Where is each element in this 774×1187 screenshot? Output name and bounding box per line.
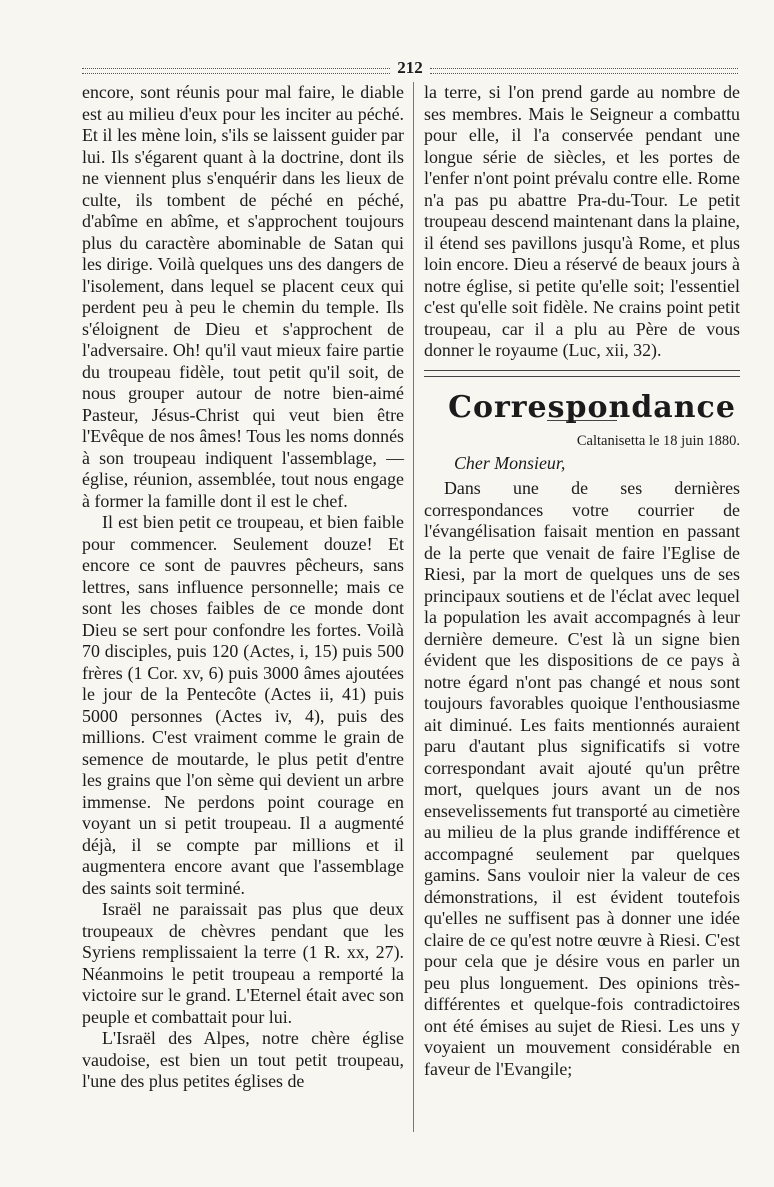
page-number: 212 [397, 58, 423, 77]
paragraph: L'Israël des Alpes, notre chère église vaudoise, est bien un tout petit troupeau, l'une des plus petites églises de [82, 1028, 404, 1091]
column-divider [413, 82, 414, 1132]
paragraph: encore, sont réunis pour mal faire, le diable est au milieu d'eux pour les inciter au péché. Et il les mène loin, s'ils se laissent guider par lui. Ils s'égarent quant à la doctrine, dont ils ne viennent plus s'enquérir dans les lieux de culte, ils tombent de péché en péché, d'abîme en abîme, et s'approchent toujours plus du caractère abominable de Satan qui les dirige. Voilà quelques uns des dangers de l'isolement, dans lequel se placent ceux qui perdent peu à peu le chemin du temple. Ils s'éloignent de Dieu et s'approchent de l'adversaire. Oh! qu'il vaut mieux faire partie du troupeau fidèle, tout petit qu'il soit, de nous grouper autour de notre bien-aimé Pasteur, Jésus-Christ qui veut bien être l'Evêque de nos âmes! Tous les noms donnés à son troupeau indiquent l'assemblage, — église, réunion, assemblée, tout nous engage à former la famille dont il est le chef. [82, 82, 404, 511]
letter-paragraph: Dans une de ses dernières correspondances votre courrier de l'évangélisation faisait mention en passant de la perte que venait de faire l'Eglise de Riesi, par la mort de quelques uns de ses principaux soutiens et de l'éclat avec lequel la population les avait accompagnés à leur dernière demeure. C'est là un signe bien évident que les dispositions de ce pays à notre égard n'ont pas changé et nous sont toujours favorables quoique l'enthousiasme ait diminué. Les faits mentionnés auraient paru d'autant plus significatifs si votre correspondant avait ajouté qu'un prêtre mort, quelques jours avant un de nos ensevelissements fut transporté au cimetière au milieu de la plus grande indifférence et accompagné seulement par quelques gamins. Sans vouloir nier la valeur de ces démonstrations, il est évident toutefois qu'elles ne suffisent pas à donner une idée claire de ce qu'est notre œuvre à Riesi. C'est pour cela que je désire vous en parler un peu plus longuement. Des opinions très-différentes et quelque-fois contradictoires ont été émises au sujet de Riesi. Les uns y voyaient un mouvement considérable en faveur de l'Evangile; [424, 478, 740, 1079]
section-separator [424, 370, 740, 377]
header-ornament-right [430, 68, 738, 74]
paragraph: la terre, si l'on prend garde au nombre de ses membres. Mais le Seigneur a combattu pour elle, il l'a conservée pendant une longue série de siècles, et les portes de l'enfer n'ont point prévalu contre elle. Rome n'a pas pu abattre Pra-du-Tour. Le petit troupeau descend maintenant dans la plaine, il étend ses pavillons jusqu'à Rome, et plus loin encore. Dieu a réservé de beaux jours à notre église, si petite qu'elle soit; l'essentiel c'est qu'elle soit fidèle. Ne crains point petit troupeau, car il a plu au Père de vous donner le royaume (Luc, xii, 32). [424, 82, 740, 360]
left-column [82, 82, 404, 1093]
letter-dateline: Caltanisetta le 18 juin 1880. [576, 433, 740, 449]
right-column [424, 82, 740, 1080]
paragraph: Israël ne paraissait pas plus que deux troupeaux de chèvres pendant que les Syriens remplissaient la terre (1 R. xx, 27). Néanmoins le petit troupeau a remporté la victoire sur le grand. L'Eternel était avec son peuple et combattait pour lui. [82, 899, 404, 1027]
section-heading: Correspondance [448, 389, 736, 425]
letter-salutation: Cher Monsieur, [454, 452, 566, 473]
page-header [82, 58, 738, 80]
paragraph: Il est bien petit ce troupeau, et bien faible pour commencer. Seulement douze! Et encore ce sont de pauvres pêcheurs, sans lettres, sans influence personnelle; mais ce sont les choses faibles de ce monde dont Dieu se sert pour confondre les fortes. Voilà 70 disciples, puis 120 (Actes, i, 15) puis 500 frères (1 Cor. xv, 6) puis 3000 âmes ajoutées le jour de la Pentecôte (Actes ii, 41) puis 5000 personnes (Actes iv, 4), puis des millions. C'est vraiment comme le grain de semence de moutarde, le plus petit d'entre les grains que l'on sème qui devient un arbre immense. Ne perdons point courage en voyant un si petit troupeau. Il a augmenté déjà, il se compte par millions et il augmentera encore avant que l'assemblage des saints soit terminé. [82, 512, 404, 898]
